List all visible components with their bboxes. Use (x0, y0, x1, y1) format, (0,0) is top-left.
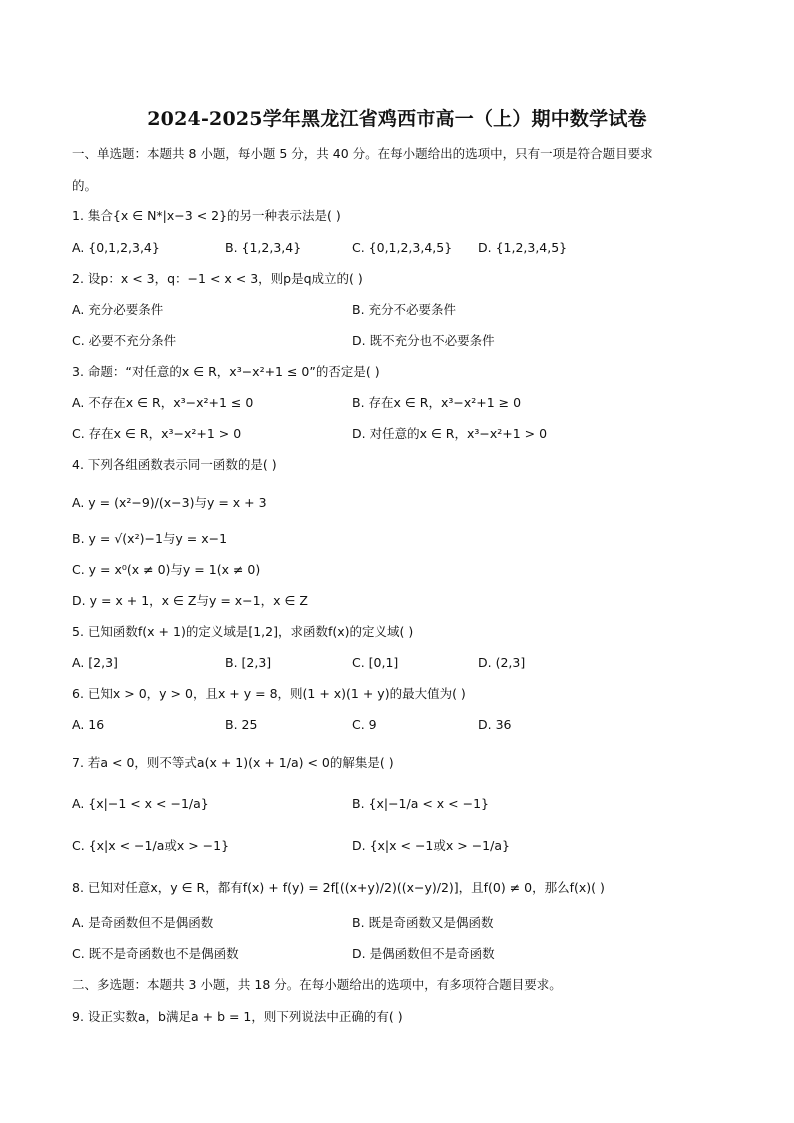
question-3-option-d: D. 对任意的x ∈ R，x³−x²+1 > 0 (352, 426, 548, 441)
question-2-option-b: B. 充分不必要条件 (352, 302, 457, 317)
question-1-option-d: D. {1,2,3,4,5} (478, 240, 568, 255)
question-6-option-a: A. 16 (72, 717, 105, 732)
question-8-option-a: A. 是奇函数但不是偶函数 (72, 915, 214, 930)
question-3-option-c: C. 存在x ∈ R，x³−x²+1 > 0 (72, 426, 242, 441)
question-7-option-d: D. {x|x < −1或x > −1/a} (352, 838, 510, 853)
question-6-stem: 6. 已知x > 0，y > 0，且x + y = 8，则(1 + x)(1 + y)的最大值为( ) (72, 686, 466, 701)
question-7-stem: 7. 若a < 0，则不等式a(x + 1)(x + 1/a) < 0的解集是( ) (72, 755, 394, 770)
question-7-option-a: A. {x|−1 < x < −1/a} (72, 796, 209, 811)
question-2-option-c: C. 必要不充分条件 (72, 333, 177, 348)
question-8-option-d: D. 是偶函数但不是奇函数 (352, 946, 495, 961)
page-title: 2024-2025学年黑龙江省鸡西市高一（上）期中数学试卷 (147, 108, 647, 130)
question-6-option-d: D. 36 (478, 717, 512, 732)
question-3-option-a: A. 不存在x ∈ R，x³−x²+1 ≤ 0 (72, 395, 254, 410)
question-6-option-c: C. 9 (352, 717, 377, 732)
question-8-option-b: B. 既是奇函数又是偶函数 (352, 915, 494, 930)
question-5-option-a: A. [2,3] (72, 655, 118, 670)
question-9-stem: 9. 设正实数a，b满足a + b = 1，则下列说法中正确的有( ) (72, 1009, 403, 1024)
question-2-option-a: A. 充分必要条件 (72, 302, 164, 317)
question-1-option-b: B. {1,2,3,4} (225, 240, 302, 255)
question-3-option-b: B. 存在x ∈ R，x³−x²+1 ≥ 0 (352, 395, 522, 410)
section-1-header: 一、单选题：本题共 8 小题，每小题 5 分，共 40 分。在每小题给出的选项中，只有一项是符合题目要求 (72, 146, 653, 161)
question-4-option-c: C. y = x⁰(x ≠ 0)与y = 1(x ≠ 0) (72, 562, 261, 577)
question-5-option-c: C. [0,1] (352, 655, 399, 670)
question-1-option-a: A. {0,1,2,3,4} (72, 240, 160, 255)
question-1-stem: 1. 集合{x ∈ N*|x−3 < 2}的另一种表示法是( ) (72, 208, 341, 223)
question-3-stem: 3. 命题：“对任意的x ∈ R，x³−x²+1 ≤ 0”的否定是( ) (72, 364, 380, 379)
question-5-stem: 5. 已知函数f(x + 1)的定义域是[1,2]，求函数f(x)的定义域( ) (72, 624, 414, 639)
question-2-option-d: D. 既不充分也不必要条件 (352, 333, 495, 348)
question-1-option-c: C. {0,1,2,3,4,5} (352, 240, 453, 255)
question-8-option-c: C. 既不是奇函数也不是偶函数 (72, 946, 239, 961)
question-4-stem: 4. 下列各组函数表示同一函数的是( ) (72, 457, 277, 472)
question-4-option-a: A. y = (x²−9)/(x−3)与y = x + 3 (72, 495, 267, 510)
question-7-option-b: B. {x|−1/a < x < −1} (352, 796, 489, 811)
section-1-header-cont: 的。 (72, 178, 98, 193)
question-8-stem: 8. 已知对任意x，y ∈ R，都有f(x) + f(y) = 2f[((x+y)/2)((x−y)/2)]，且f(0) ≠ 0，那么f(x)( ) (72, 880, 605, 895)
question-4-option-b: B. y = √(x²)−1与y = x−1 (72, 531, 228, 546)
question-5-option-d: D. (2,3] (478, 655, 526, 670)
question-4-option-d: D. y = x + 1，x ∈ Z与y = x−1，x ∈ Z (72, 593, 308, 608)
question-5-option-b: B. [2,3] (225, 655, 272, 670)
question-7-option-c: C. {x|x < −1/a或x > −1} (72, 838, 230, 853)
question-6-option-b: B. 25 (225, 717, 258, 732)
question-2-stem: 2. 设p：x < 3，q：−1 < x < 3，则p是q成立的( ) (72, 271, 363, 286)
section-2-header: 二、多选题：本题共 3 小题，共 18 分。在每小题给出的选项中，有多项符合题目要求。 (72, 977, 562, 992)
